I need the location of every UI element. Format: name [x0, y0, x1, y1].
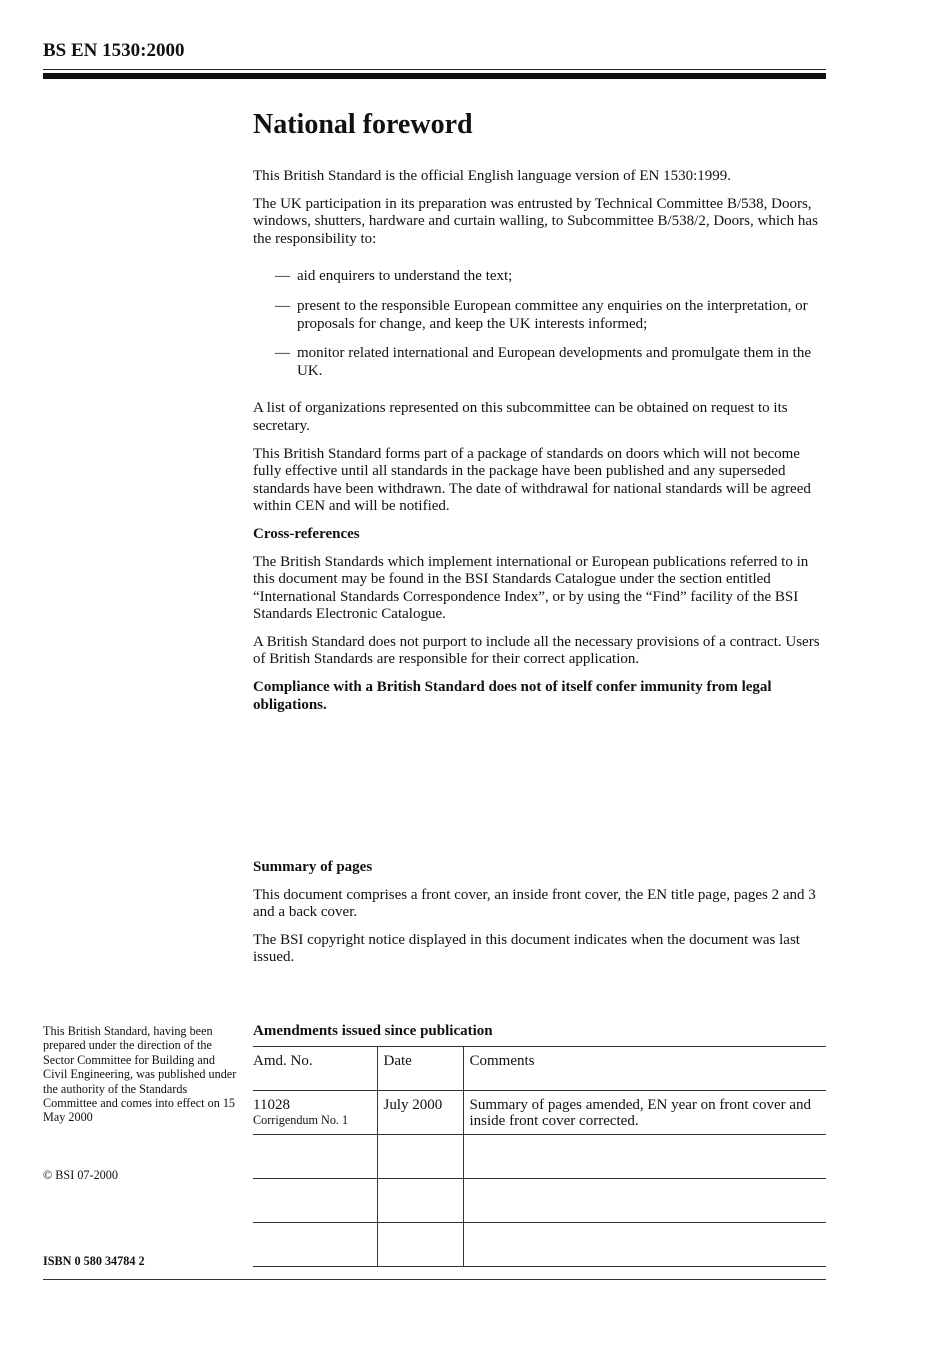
list-item: — present to the responsible European committee any enquiries on the interpretation, or proposals for change, and keep the UK interests informed; [275, 297, 808, 332]
responsibility-list [275, 268, 827, 380]
cross-references-heading: Cross-references [253, 525, 360, 542]
date-cell [377, 1135, 463, 1179]
comments-cell [463, 1223, 826, 1267]
summary-paragraph: This document comprises a front cover, an inside front cover, the EN title page, pages 2 and 3 and a back cover. [253, 886, 816, 921]
table-row [253, 1135, 826, 1179]
body-paragraph: A list of organizations represented on this subcommittee can be obtained on request to its secretary. [253, 400, 788, 434]
amendments-title: Amendments issued since publication [253, 1023, 493, 1039]
table-header-row [253, 1047, 826, 1091]
column-header: Date [377, 1047, 463, 1091]
table-row [253, 1223, 826, 1267]
date-cell [377, 1179, 463, 1223]
isbn: ISBN 0 580 34784 2 [43, 1254, 145, 1268]
summary-paragraph: The BSI copyright notice displayed in this document indicates when the document was last issued. [253, 931, 800, 966]
corrigendum-label: Corrigendum No. 1 [253, 1113, 349, 1127]
intro-paragraph: The UK participation in its preparation was entrusted by Technical Committee B/538, Doors, windows, shutters, hardware and curtain walling, to Subcommittee B/538/2, Doors, which has the responsibility to: [253, 195, 818, 247]
dash-bullet: — [275, 345, 290, 362]
document-code: BS EN 1530:2000 [43, 40, 185, 61]
header-rule-thick [43, 73, 826, 79]
amd-no-cell [253, 1135, 377, 1179]
amd-no-cell [253, 1223, 377, 1267]
table-row [253, 1179, 826, 1223]
compliance-statement: Compliance with a British Standard does not of itself confer immunity from legal obligations. [253, 679, 772, 713]
body-paragraph: The British Standards which implement international or European publications referred to in this document may be found in the BSI Standards Catalogue under the section entitled “International Standards Correspondence Index”, or by using the “Find” facility of the BSI Standards Electronic Catalogue. [253, 553, 809, 623]
summary-heading: Summary of pages [253, 859, 373, 875]
comments-cell: Summary of pages amended, EN year on front cover and inside front cover corrected. [463, 1091, 826, 1135]
amd-no-cell: 11028 Corrigendum No. 1 [253, 1091, 377, 1135]
date-cell: July 2000 [377, 1091, 463, 1135]
amendments-table [253, 1046, 826, 1267]
list-item: — monitor related international and European developments and promulgate them in the UK. [275, 345, 812, 379]
copyright-notice: © BSI 07-2000 [43, 1168, 118, 1182]
summary-of-pages-section [253, 859, 827, 977]
intro-paragraph: This British Standard is the official English language version of EN 1530:1999. [253, 168, 731, 184]
list-item: — aid enquirers to understand the text; [275, 268, 513, 285]
page-title: National foreword [253, 109, 473, 140]
comments-cell [463, 1135, 826, 1179]
dash-bullet: — [275, 268, 290, 285]
column-header: Comments [463, 1047, 826, 1091]
footer-rule [43, 1279, 826, 1280]
amd-no-cell [253, 1179, 377, 1223]
body-paragraph: A British Standard does not purport to include all the necessary provisions of a contract. Users of British Standards are responsible for their correct application. [253, 633, 820, 668]
column-header: Amd. No. [253, 1047, 377, 1091]
dash-bullet: — [275, 297, 290, 314]
national-foreword-section [253, 108, 827, 724]
date-cell [377, 1223, 463, 1267]
header-rule-thin [43, 69, 826, 70]
table-row [253, 1091, 826, 1135]
publication-note: This British Standard, having been prepared under the direction of the Sector Committee for Building and Civil Engineering, was published under the authority of the Standards Committee and comes into effect on 15 May 2000 [43, 1024, 237, 1125]
comments-cell [463, 1179, 826, 1223]
body-paragraph: This British Standard forms part of a package of standards on doors which will not become fully effective until all standards in the package have been published and any superseded standards have been withdrawn. The date of withdrawal for national standards will be agreed within CEN and will be notified. [253, 445, 811, 515]
